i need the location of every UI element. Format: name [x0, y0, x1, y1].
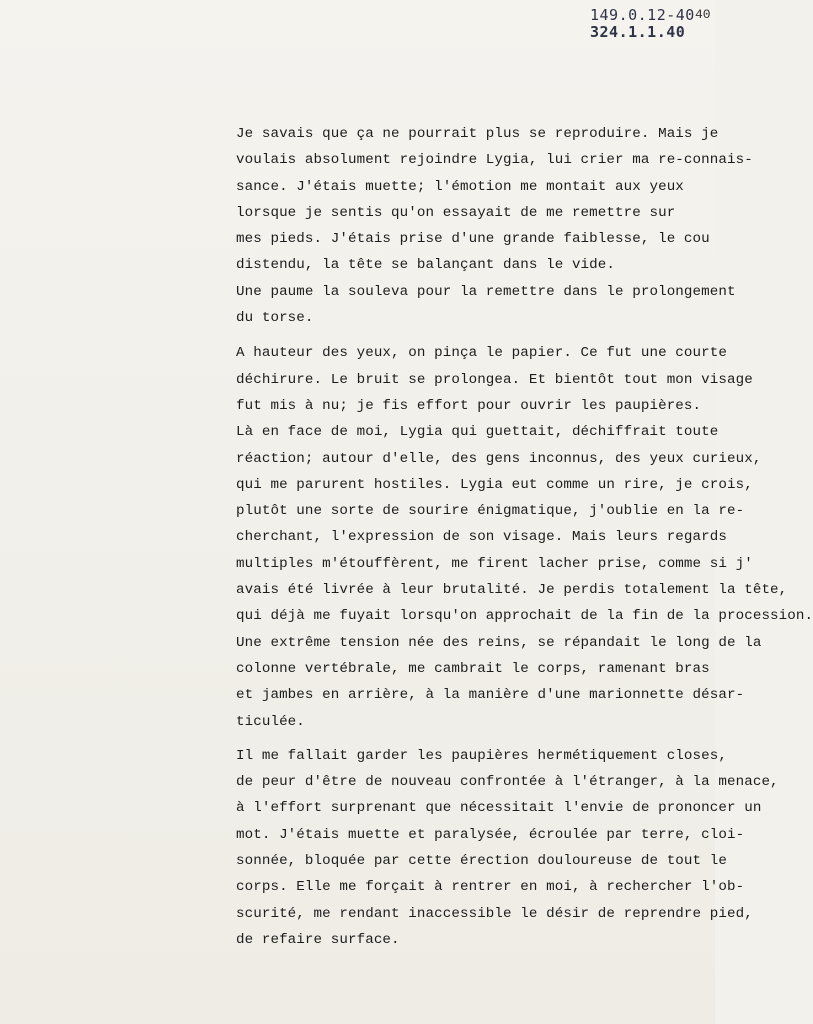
text-line: colonne vertébrale, me cambrait le corps, ramenant bras — [236, 660, 710, 677]
text-line: Là en face de moi, Lygia qui guettait, déchiffrait toute — [236, 424, 719, 441]
text-line: Je savais que ça ne pourrait plus se reproduire. Mais je — [236, 126, 719, 142]
text-line: à l'effort surprenant que nécessitait l'envie de prononcer un — [236, 800, 762, 817]
text-line: voulais absolument rejoindre Lygia, lui crier ma re-connais- — [236, 152, 753, 169]
text-line: distendu, la tête se balançant dans le vide. — [236, 257, 616, 274]
text-line: sonnée, bloquée par cette érection douloureuse de tout le — [236, 853, 727, 870]
text-line: fut mis à nu; je fis effort pour ouvrir les paupières. — [236, 397, 702, 414]
text-line: réaction; autour d'elle, des gens inconnus, des yeux curieux, — [236, 450, 762, 467]
text-line: de peur d'être de nouveau confrontée à l'étranger, à la menace, — [236, 774, 779, 791]
text-line: Une extrême tension née des reins, se répandait le long de la — [236, 634, 762, 651]
text-line: du torse. — [236, 310, 314, 327]
paragraph-spacer — [236, 735, 714, 743]
text-line: multiples m'étouffèrent, me firent lacher prise, comme si j' — [236, 555, 753, 572]
handwritten-reference-1: 149.0.12-40 — [590, 6, 695, 24]
text-line: de refaire surface. — [236, 931, 400, 948]
text-line: avais été livrée à leur brutalité. Je perdis totalement la tête, — [236, 582, 788, 599]
text-line: sance. J'étais muette; l'émotion me montait aux yeux — [236, 178, 684, 195]
text-line: déchirure. Le bruit se prolongea. Et bientôt tout mon visage — [236, 371, 753, 388]
text-line: et jambes en arrière, à la manière d'une marionnette désar- — [236, 687, 745, 704]
text-line: Une paume la souleva pour la remettre dans le prolongement — [236, 283, 736, 300]
handwritten-reference-2: 324.1.1.40 — [590, 23, 686, 41]
paragraph-spacer — [236, 331, 714, 340]
text-line: lorsque je sentis qu'on essayait de me remettre sur — [236, 204, 676, 221]
text-line: corps. Elle me forçait à rentrer en moi, à rechercher l'ob- — [236, 879, 745, 896]
text-line: cherchant, l'expression de son visage. Mais leurs regards — [236, 529, 727, 546]
paragraph-2 — [236, 340, 813, 734]
text-line: mes pieds. J'étais prise d'une grande faiblesse, le cou — [236, 231, 710, 248]
typed-body-text — [236, 121, 813, 953]
text-line: qui me parurent hostiles. Lygia eut comme un rire, je crois, — [236, 476, 753, 493]
text-line: A hauteur des yeux, on pinça le papier. Ce fut une courte — [236, 345, 727, 362]
text-line: qui déjà me fuyait lorsqu'on approchait de la fin de la procession. — [236, 608, 813, 625]
text-line: plutôt une sorte de sourire énigmatique, j'oublie en la re- — [236, 503, 745, 520]
text-line: Il me fallait garder les paupières hermétiquement closes, — [236, 747, 727, 764]
text-line: mot. J'étais muette et paralysée, écroulée par terre, cloi- — [236, 826, 745, 843]
text-line: ticulée. — [236, 713, 305, 730]
page-number: 40 — [695, 7, 711, 22]
paragraph-1 — [236, 121, 753, 331]
paragraph-3 — [236, 743, 779, 953]
text-line: scurité, me rendant inaccessible le désir de reprendre pied, — [236, 905, 753, 922]
